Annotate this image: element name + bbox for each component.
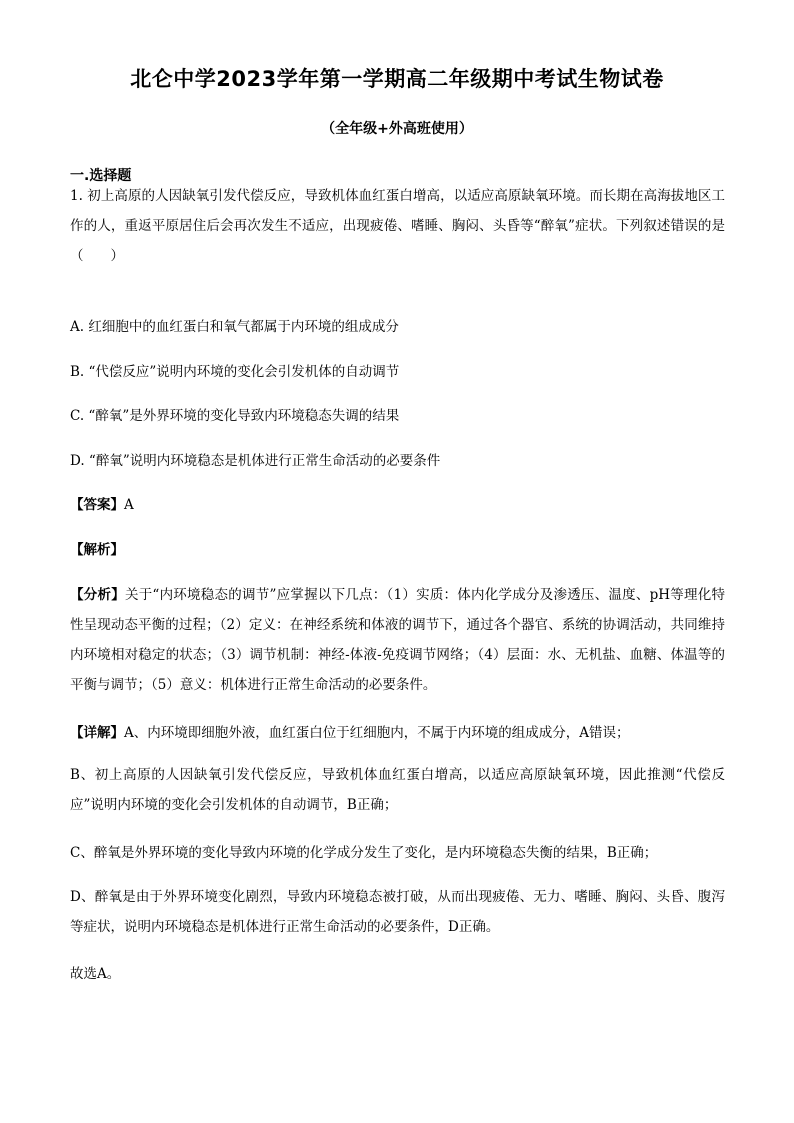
section-heading: 一.选择题 <box>70 168 132 184</box>
answer-line <box>70 494 725 516</box>
option-b: B. “代偿反应”说明内环境的变化会引发机体的自动调节 <box>70 364 400 380</box>
analysis-paragraph <box>70 580 725 700</box>
page-subtitle: （全年级+外高班使用） <box>321 121 473 137</box>
analysis-text: 关于“内环境稳态的调节”应掌握以下几点：（1）实质：体内化学成分及渗透压、温度、pH等理化特性呈现动态平衡的过程；（2）定义：在神经系统和体液的调节下，通过各个器官、系统的协调活动，共同维持内环境相对稳定的状态；（3）调节机制：神经-体液-免疫调节网络；（4）层面：水、无机盐、血糖、体温等的平衡与调节；（5）意义：机体进行正常生命活动的必要条件。 <box>70 587 725 693</box>
detail-b: B、初上高原的人因缺氧引发代偿反应，导致机体血红蛋白增高，以适应高原缺氧环境，因此推测“代偿反应”说明内环境的变化会引发机体的自动调节，B正确； <box>70 767 725 813</box>
answer-value: A <box>124 497 134 513</box>
detail-c: C、醉氧是外界环境的变化导致内环境的化学成分发生了变化，是内环境稳态失衡的结果，B正确； <box>70 845 658 861</box>
detail-label: 【详解】 <box>70 725 124 741</box>
explanation-heading <box>70 539 725 561</box>
option-d: D. “醉氧”说明内环境稳态是机体进行正常生命活动的必要条件 <box>70 453 441 469</box>
option-a: A. 红细胞中的血红蛋白和氧气都属于内环境的组成成分 <box>70 319 399 335</box>
conclusion: 故选A。 <box>70 966 121 982</box>
detail-d: D、醉氧是由于外界环境变化剧烈，导致内环境稳态被打破，从而出现疲倦、无力、嗜睡、胸闷、头昏、腹泻等症状，说明内环境稳态是机体进行正常生命活动的必要条件，D正确。 <box>70 889 725 935</box>
answer-label: 【答案】 <box>70 497 124 513</box>
detail-a: A、内环境即细胞外液，血红蛋白位于红细胞内，不属于内环境的组成成分，A错误； <box>124 725 630 741</box>
detail-a-line <box>70 722 725 744</box>
option-c: C. “醉氧”是外界环境的变化导致内环境稳态失调的结果 <box>70 408 400 424</box>
analysis-label: 【分析】 <box>70 587 125 603</box>
page-title: 北仑中学2023学年第一学期高二年级期中考试生物试卷 <box>130 67 664 91</box>
question-stem: 1. 初上高原的人因缺氧引发代偿反应，导致机体血红蛋白增高，以适应高原缺氧环境。而长期在高海拔地区工作的人，重返平原居住后会再次发生不适应，出现疲倦、嗜睡、胸闷、头昏等“醉氧”症状。下列叙述错误的是（ ） <box>70 188 725 264</box>
explanation-label: 【解析】 <box>70 542 124 558</box>
